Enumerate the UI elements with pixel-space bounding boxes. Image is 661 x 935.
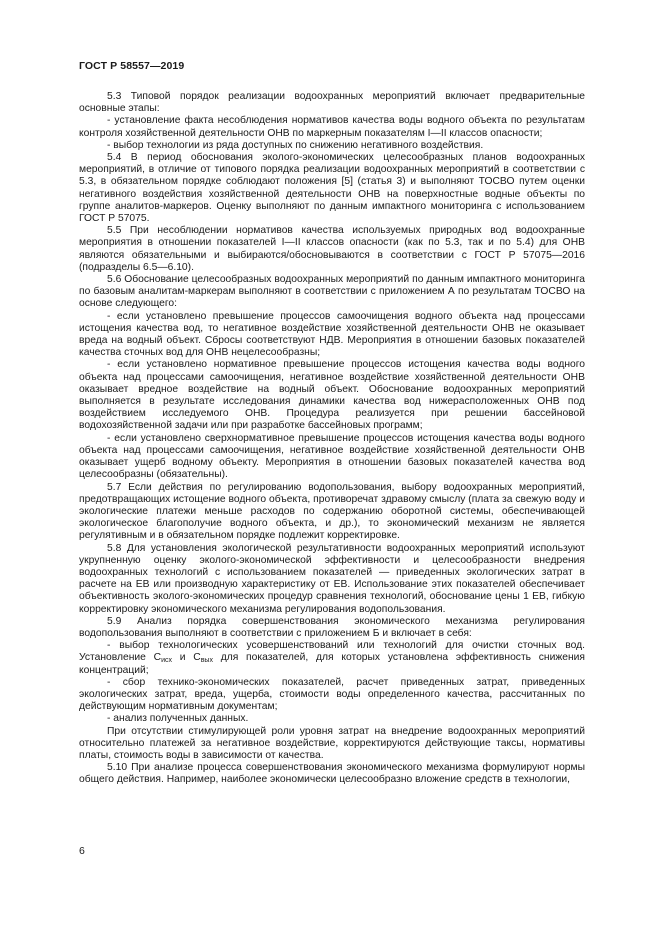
- page-number: 6: [79, 845, 85, 857]
- paragraph-text: - выбор технологических усовершенствований или технологий для очистки сточных вод. Установление С: [79, 640, 585, 664]
- body-paragraph: 5.10 При анализе процесса совершенствования экономического механизма формулируют нормы общего действия. Например, наиболее экономически целесообразно вложение средств в технологии,: [79, 762, 585, 786]
- list-item: - если установлено нормативное превышение процессов истощения качества воды водного объекта над процессами самоочищения, негативное воздействие хозяйственной деятельности ОНВ оказывает вредное воздействие на водный объект. Обоснование водоохранных мероприятий выполняется в результате исследования динамики качества вод нижерасположенных ОНВ под воздействием исследуемого ОНВ. Процедура реализуется при решении бассейновой водохозяйственной задачи или при разработке бассейновых программ;: [79, 359, 585, 432]
- body-paragraph: 5.3 Типовой порядок реализации водоохранных мероприятий включает предварительные основные этапы:: [79, 91, 585, 115]
- body-paragraph: 5.7 Если действия по регулированию водопользования, выбору водоохранных мероприятий, предотвращающих истощение водного объекта, противоречат здравому смыслу (плата за свежую воду и экологические платежи меньше расходов по содержанию оборотной системы, обеспечивающей экологическое благополучие водного объекта, и др.), то экономический механизм не является регулятивным и в обязательном порядке подлежит корректировке.: [79, 481, 585, 542]
- document-header-code: ГОСТ Р 58557—2019: [79, 60, 185, 72]
- paragraph-text: для показателей, для которых установлена эффективность снижения концентраций;: [79, 652, 585, 676]
- paragraph-text: и С: [172, 652, 201, 664]
- list-item: - сбор технико-экономических показателей, расчет приведенных затрат, приведенных экологических затрат, вреда, ущерба, стоимости воды определенного качества, рассчитанных по действующим нормативным документам;: [79, 676, 585, 713]
- list-item: - анализ полученных данных.: [107, 713, 249, 725]
- body-paragraph: 5.5 При несоблюдении нормативов качества используемых природных вод водоохранные мероприятия в отношении показателей I—II классов опасности (как по 5.3, так и по 5.4) для ОНВ являются обязательными и выбираются/обосновываются в соответствии с ГОСТ Р 57075—2016 (подразделы 6.5—6.10).: [79, 225, 585, 273]
- document-body: [79, 91, 585, 787]
- body-paragraph: При отсутствии стимулирующей роли уровня затрат на внедрение водоохранных мероприятий относительно платежей за негативное воздействие, корректируются действующие таксы, нормативы платы, стоимость воды в зависимости от качества.: [79, 725, 585, 761]
- body-paragraph: 5.9 Анализ порядка совершенствования экономического механизма регулирования водопользования выполняют в соответствии с приложением Б и включает в себя:: [79, 615, 585, 639]
- subscript-text: исх: [161, 657, 172, 665]
- list-item: - выбор технологии из ряда доступных по снижению негативного воздействия.: [107, 139, 484, 151]
- body-paragraph: 5.4 В период обоснования эколого-экономических целесообразных планов водоохранных мероприятий, в отличие от типового порядка реализации водоохранных мероприятий в соответствии с 5.3, в обязательном порядке соблюдают положения [5] (статья 3) и выполняют ТОСВО путем оценки негативного воздействия хозяйственной деятельности ОНВ на поверхностные водные объекты по группе аналитов-маркеров. Оценку выполняют по данным импактного мониторинга с использованием ГОСТ Р 57075.: [79, 152, 585, 225]
- body-paragraph: 5.6 Обоснование целесообразных водоохранных мероприятий по данным импактного мониторинга по базовым аналитам-маркерам выполняют в соответствии с приложением А по результатам ТОСВО на основе следующего:: [79, 274, 585, 310]
- list-item: - если установлено превышение процессов самоочищения водного объекта над процессами истощения качества вод, то негативное воздействие хозяйственной деятельности ОНВ не оказывает вреда на водный объект. Сбросы соответствуют НДВ. Мероприятия в отношении базовых показателей качества сточных вод для ОНВ нецелесообразны;: [79, 310, 585, 359]
- list-item: [79, 640, 585, 677]
- body-paragraph: 5.8 Для установления экологической результативности водоохранных мероприятий используют укрупненную оценку эколого-экономической эффективности и целесообразности внедрения водоохранных технологий с использованием показателей — приведенных экологических затрат в расчете на ЕВ или производную характеристику от ЕВ. Использование этих показателей обеспечивает объективность эколого-экономических процедур сравнения технологий, обоснование цены 1 ЕВ, гибкую корректировку экономического механизма регулирования водопользования.: [79, 542, 585, 615]
- list-item: - установление факта несоблюдения нормативов качества воды водного объекта по результатам контроля хозяйственной деятельности ОНВ по маркерным показателям I—II классов опасности;: [79, 115, 585, 139]
- subscript-text: вых: [200, 657, 213, 665]
- list-item: - если установлено сверхнормативное превышение процессов истощения качества воды водного объекта над процессами самоочищения, негативное воздействие хозяйственной деятельности ОНВ оказывает ущерб водному объекту. Мероприятия в отношении базовых показателей качества вод целесообразны (обязательны).: [79, 432, 585, 481]
